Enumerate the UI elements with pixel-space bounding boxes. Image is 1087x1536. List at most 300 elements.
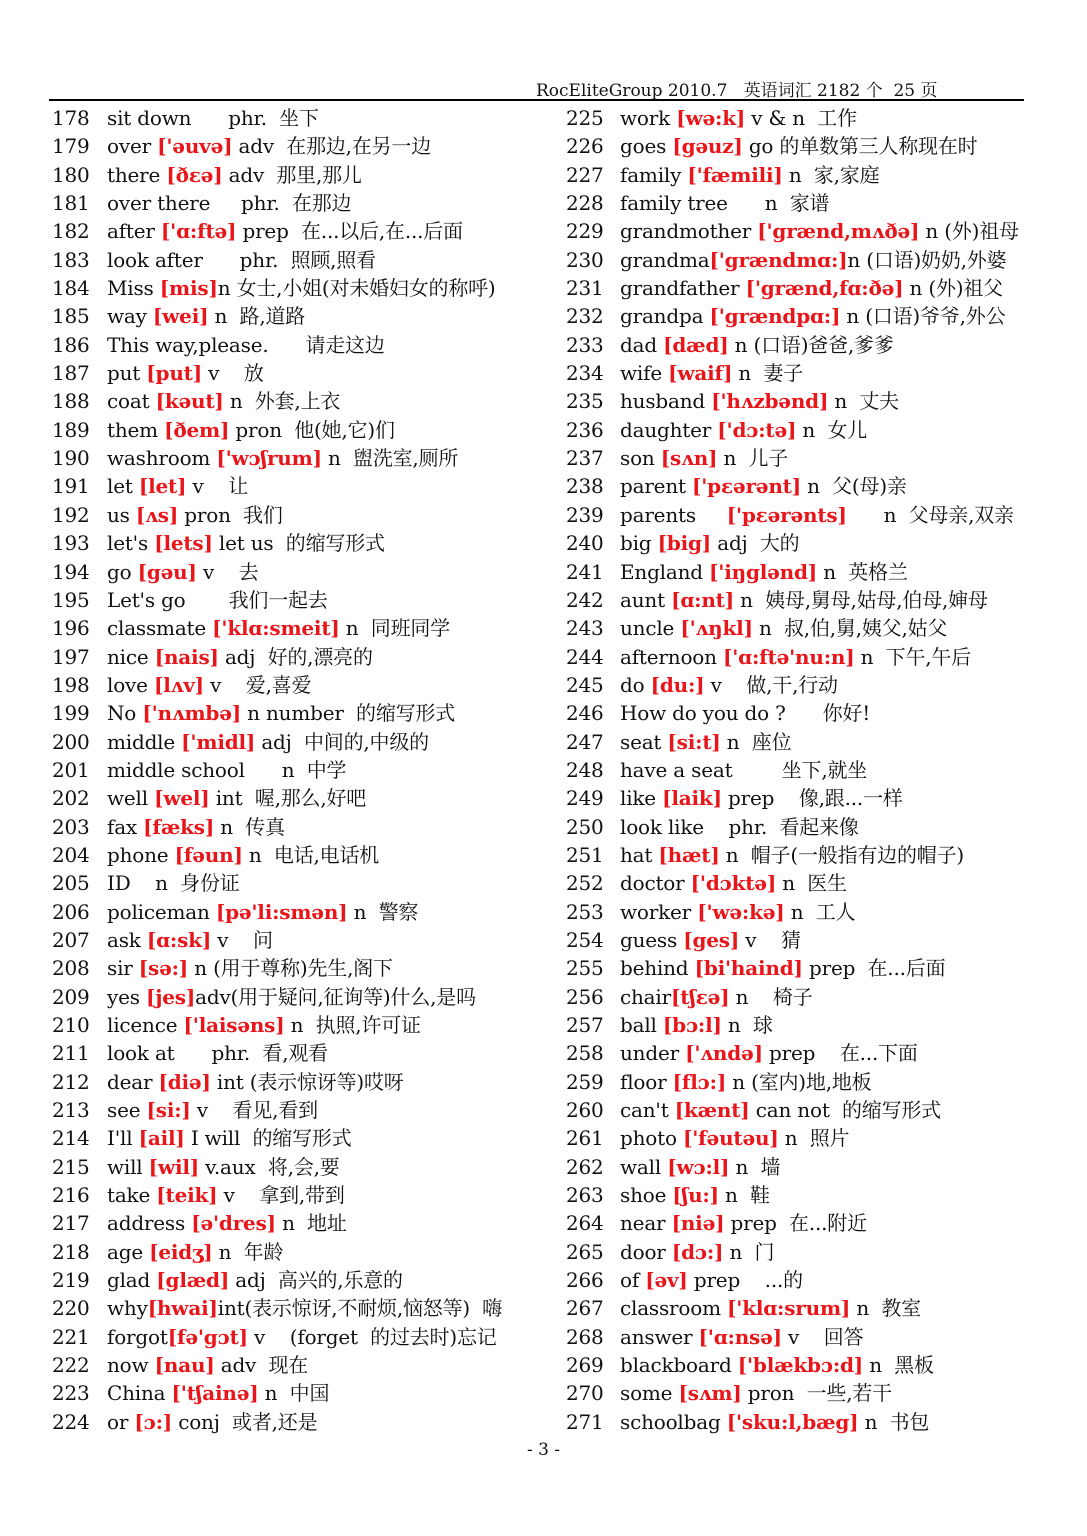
vocab-entry bbox=[566, 1408, 1026, 1436]
entry-number: 212 bbox=[52, 1069, 90, 1094]
entry-body bbox=[620, 586, 988, 614]
entry-body bbox=[620, 444, 788, 472]
entry-number: 261 bbox=[566, 1126, 604, 1151]
vocab-column-right bbox=[566, 104, 1026, 1436]
entry-body bbox=[620, 898, 855, 926]
entry-phonetic: [big] bbox=[657, 531, 712, 556]
entry-number: 181 bbox=[52, 191, 90, 216]
entry-word: daughter bbox=[620, 417, 718, 442]
entry-definition: n 执照,许可证 bbox=[284, 1013, 421, 1037]
entry-word: blackboard bbox=[620, 1353, 738, 1378]
entry-number: 196 bbox=[52, 616, 90, 641]
vocab-entry bbox=[566, 104, 1026, 132]
entry-number: 185 bbox=[52, 304, 90, 329]
entry-word: How do you do ? bbox=[620, 701, 786, 726]
vocab-entry bbox=[52, 898, 522, 926]
vocab-entry bbox=[566, 274, 1026, 302]
vocab-entry bbox=[566, 586, 1026, 614]
entry-body bbox=[107, 1181, 345, 1209]
entry-body bbox=[620, 161, 879, 189]
entry-definition: adv 在那边,在另一边 bbox=[232, 134, 432, 159]
entry-definition: 请走这边 bbox=[268, 332, 385, 357]
entry-definition: phr. 在那边 bbox=[210, 191, 352, 216]
entry-definition: n 身份证 bbox=[130, 871, 240, 896]
entry-definition: n 黑板 bbox=[863, 1353, 934, 1378]
vocab-entry bbox=[566, 359, 1026, 387]
entry-phonetic: [lets] bbox=[154, 531, 213, 556]
entry-body bbox=[107, 1238, 283, 1266]
entry-body bbox=[107, 841, 379, 869]
vocab-column-left bbox=[52, 104, 522, 1436]
vocab-entry bbox=[566, 954, 1026, 982]
entry-body bbox=[107, 898, 418, 926]
entry-number: 248 bbox=[566, 757, 604, 782]
entry-phonetic: ['laisəns] bbox=[183, 1013, 285, 1037]
entry-number: 193 bbox=[52, 531, 90, 556]
entry-body bbox=[620, 274, 1003, 302]
entry-phonetic: [hwai] bbox=[147, 1296, 218, 1321]
entry-body bbox=[620, 1096, 941, 1124]
entry-number: 227 bbox=[566, 162, 604, 187]
entry-phonetic: [dæd] bbox=[663, 332, 729, 357]
entry-number: 205 bbox=[52, 871, 90, 896]
entry-number: 200 bbox=[52, 729, 90, 754]
entry-phonetic: [gəuz] bbox=[672, 134, 743, 159]
vocab-entry bbox=[566, 784, 1026, 812]
entry-phonetic: ['wə:kə] bbox=[697, 899, 785, 924]
entry-word: look after bbox=[107, 247, 203, 272]
vocab-entry bbox=[52, 1011, 522, 1039]
entry-number: 251 bbox=[566, 842, 604, 867]
entry-definition: prep 在...后面 bbox=[802, 956, 946, 981]
entry-word: licence bbox=[107, 1013, 184, 1037]
entry-number: 203 bbox=[52, 814, 90, 839]
vocab-entry bbox=[566, 1181, 1026, 1209]
vocab-entry bbox=[52, 1408, 522, 1436]
entry-definition: v 放 bbox=[201, 361, 264, 386]
entry-word: Miss bbox=[107, 276, 160, 301]
entry-number: 197 bbox=[52, 644, 90, 669]
entry-word: nice bbox=[107, 644, 155, 669]
entry-number: 239 bbox=[566, 502, 604, 527]
entry-definition: n 家,家庭 bbox=[782, 162, 880, 187]
entry-word: parents bbox=[620, 502, 727, 527]
entry-word: husband bbox=[620, 389, 712, 414]
entry-body bbox=[620, 954, 945, 982]
entry-definition: v 拿到,带到 bbox=[217, 1183, 345, 1208]
entry-phonetic: ['fəutəu] bbox=[682, 1126, 779, 1151]
entry-phonetic: [wɔ:l] bbox=[667, 1154, 730, 1179]
entry-number: 253 bbox=[566, 899, 604, 924]
entry-word: us bbox=[107, 502, 136, 527]
entry-definition: v 爱,喜爱 bbox=[203, 672, 312, 697]
entry-definition: int 喔,那么,好吧 bbox=[209, 786, 367, 811]
entry-body bbox=[107, 643, 373, 671]
entry-word: behind bbox=[620, 956, 695, 981]
vocab-entry bbox=[52, 841, 522, 869]
entry-phonetic: ['klɑ:smeit] bbox=[212, 616, 340, 641]
vocab-entry bbox=[566, 614, 1026, 642]
vocab-entry bbox=[566, 1266, 1026, 1294]
entry-body bbox=[620, 869, 847, 897]
entry-number: 202 bbox=[52, 786, 90, 811]
entry-definition: let us 的缩写形式 bbox=[212, 531, 385, 556]
entry-body bbox=[620, 983, 813, 1011]
entry-definition: n (外)祖父 bbox=[903, 276, 1003, 301]
vocab-entry bbox=[566, 472, 1026, 500]
entry-phonetic: [ðɛə] bbox=[166, 162, 223, 187]
entry-number: 270 bbox=[566, 1381, 604, 1406]
entry-definition: adj 中间的,中级的 bbox=[255, 729, 429, 754]
entry-number: 252 bbox=[566, 871, 604, 896]
entry-number: 226 bbox=[566, 134, 604, 159]
entry-word: seat bbox=[620, 729, 668, 754]
entry-phonetic: [wel] bbox=[154, 786, 210, 811]
entry-phonetic: [wil] bbox=[148, 1154, 200, 1179]
entry-definition: n number 的缩写形式 bbox=[241, 701, 456, 726]
vocab-entry bbox=[566, 1153, 1026, 1181]
vocab-entry bbox=[52, 954, 522, 982]
entry-body bbox=[107, 161, 362, 189]
entry-number: 241 bbox=[566, 559, 604, 584]
entry-definition: v 去 bbox=[196, 559, 259, 584]
entry-number: 265 bbox=[566, 1239, 604, 1264]
entry-number: 225 bbox=[566, 106, 604, 130]
entry-number: 183 bbox=[52, 247, 90, 272]
entry-definition: n 座位 bbox=[720, 729, 792, 754]
entry-number: 211 bbox=[52, 1041, 90, 1066]
entry-definition: n 墙 bbox=[729, 1154, 781, 1179]
entry-word: will bbox=[107, 1154, 149, 1179]
entry-definition: n (用于尊称)先生,阁下 bbox=[188, 956, 393, 981]
entry-phonetic: [si:] bbox=[146, 1098, 191, 1123]
entry-phonetic: ['tʃainə] bbox=[171, 1381, 259, 1406]
entry-word: photo bbox=[620, 1126, 683, 1151]
vocab-entry bbox=[566, 444, 1026, 472]
entry-phonetic: [mis] bbox=[159, 276, 218, 301]
entry-definition: n 传真 bbox=[214, 814, 285, 839]
entry-definition: prep 在...附近 bbox=[724, 1211, 867, 1236]
entry-number: 187 bbox=[52, 361, 90, 386]
entry-body bbox=[620, 841, 964, 869]
entry-phonetic: ['nʌmbə] bbox=[142, 701, 241, 726]
entry-number: 184 bbox=[52, 276, 90, 301]
entry-number: 190 bbox=[52, 446, 90, 471]
vocab-entry bbox=[566, 1209, 1026, 1237]
entry-phonetic: [kəut] bbox=[155, 389, 224, 414]
vocab-entry bbox=[52, 869, 522, 897]
entry-number: 249 bbox=[566, 786, 604, 811]
entry-word: look like bbox=[620, 814, 704, 839]
entry-body bbox=[107, 501, 283, 529]
entry-word: age bbox=[107, 1239, 150, 1264]
entry-word: China bbox=[107, 1381, 172, 1406]
entry-body bbox=[620, 416, 867, 444]
entry-body bbox=[620, 1294, 921, 1322]
entry-body bbox=[107, 1039, 328, 1067]
vocab-entry bbox=[52, 501, 522, 529]
entry-definition: n 路,道路 bbox=[208, 304, 306, 329]
entry-phonetic: ['fæmili] bbox=[687, 162, 783, 187]
vocab-entry bbox=[566, 387, 1026, 415]
entry-number: 178 bbox=[52, 106, 90, 130]
entry-number: 234 bbox=[566, 361, 604, 386]
entry-definition: 你好! bbox=[785, 701, 871, 726]
entry-number: 232 bbox=[566, 304, 604, 329]
entry-word: like bbox=[620, 786, 663, 811]
entry-definition: v 做,干,行动 bbox=[704, 672, 838, 697]
entry-phonetic: [du:] bbox=[650, 672, 705, 697]
vocab-entry bbox=[52, 1068, 522, 1096]
entry-phonetic: [ʌs] bbox=[135, 502, 179, 527]
entry-phonetic: [si:t] bbox=[667, 729, 721, 754]
entry-number: 271 bbox=[566, 1409, 604, 1434]
entry-phonetic: [bɔ:l] bbox=[662, 1013, 722, 1037]
entry-number: 199 bbox=[52, 701, 90, 726]
entry-definition: n 帽子(一般指有边的帽子) bbox=[719, 842, 964, 867]
entry-number: 231 bbox=[566, 276, 604, 301]
entry-word: dad bbox=[620, 332, 664, 357]
entry-body bbox=[107, 1011, 421, 1039]
entry-definition: n 工人 bbox=[784, 899, 856, 924]
entry-phonetic: [wə:k] bbox=[676, 106, 746, 130]
entry-definition: I will 的缩写形式 bbox=[184, 1126, 352, 1151]
entry-number: 192 bbox=[52, 502, 90, 527]
entry-number: 207 bbox=[52, 927, 90, 952]
entry-number: 259 bbox=[566, 1069, 604, 1094]
entry-word: now bbox=[107, 1353, 155, 1378]
entry-word: sit down bbox=[107, 106, 192, 130]
entry-phonetic: [ə'dres] bbox=[191, 1211, 276, 1236]
entry-body bbox=[107, 869, 240, 897]
entry-number: 216 bbox=[52, 1183, 90, 1208]
entry-definition: n 丈夫 bbox=[828, 389, 899, 414]
entry-phonetic: ['klɑ:srum] bbox=[727, 1296, 851, 1321]
entry-body bbox=[107, 331, 385, 359]
entry-body bbox=[620, 558, 908, 586]
entry-body bbox=[107, 1209, 347, 1237]
entry-definition: n (口语)爷爷,外公 bbox=[840, 304, 1006, 329]
entry-definition: prep 在...以后,在...后面 bbox=[236, 219, 463, 244]
entry-body bbox=[107, 1124, 352, 1152]
entry-body bbox=[620, 189, 829, 217]
entry-body bbox=[107, 1068, 404, 1096]
entry-definition: n 同班同学 bbox=[339, 616, 450, 641]
entry-phonetic: [lʌv] bbox=[153, 672, 204, 697]
entry-number: 179 bbox=[52, 134, 90, 159]
entry-definition: v 回答 bbox=[781, 1324, 864, 1349]
entry-word: washroom bbox=[107, 446, 217, 471]
entry-word: This way,please. bbox=[107, 332, 269, 357]
entry-number: 194 bbox=[52, 559, 90, 584]
vocab-entry bbox=[566, 529, 1026, 557]
vocab-entry bbox=[52, 643, 522, 671]
entry-phonetic: [ges] bbox=[683, 927, 740, 952]
entry-word: aunt bbox=[620, 587, 672, 612]
entry-body bbox=[620, 1408, 929, 1436]
entry-word: shoe bbox=[620, 1183, 673, 1208]
entry-definition: n 门 bbox=[723, 1239, 775, 1264]
entry-number: 240 bbox=[566, 531, 604, 556]
entry-word: floor bbox=[620, 1069, 673, 1094]
vocab-entry bbox=[566, 898, 1026, 926]
entry-number: 219 bbox=[52, 1268, 90, 1293]
entry-phonetic: ['hʌzbənd] bbox=[711, 389, 829, 414]
entry-number: 257 bbox=[566, 1013, 604, 1037]
entry-body bbox=[620, 1238, 774, 1266]
entry-phonetic: [laik] bbox=[662, 786, 722, 811]
vocab-entry bbox=[52, 1181, 522, 1209]
vocab-entry bbox=[566, 1323, 1026, 1351]
entry-definition: v.aux 将,会,要 bbox=[199, 1154, 340, 1179]
vocab-entry bbox=[52, 558, 522, 586]
entry-number: 209 bbox=[52, 984, 90, 1009]
entry-phonetic: [waif] bbox=[668, 361, 733, 386]
entry-number: 267 bbox=[566, 1296, 604, 1321]
vocab-entry bbox=[52, 189, 522, 217]
entry-definition: n 盥洗室,厕所 bbox=[321, 446, 459, 471]
entry-word: son bbox=[620, 446, 661, 471]
entry-definition: v 猜 bbox=[739, 927, 801, 952]
vocab-entry bbox=[566, 302, 1026, 330]
entry-phonetic: ['grænd,mʌðə] bbox=[757, 219, 920, 244]
entry-body bbox=[620, 699, 870, 727]
entry-body bbox=[620, 331, 894, 359]
entry-word: can't bbox=[620, 1098, 675, 1123]
entry-phonetic: ['grændpɑ:] bbox=[709, 304, 841, 329]
entry-body bbox=[620, 217, 1019, 245]
entry-definition: adj 高兴的,乐意的 bbox=[229, 1268, 403, 1293]
entry-number: 262 bbox=[566, 1154, 604, 1179]
entry-word: yes bbox=[107, 984, 146, 1009]
vocab-entry bbox=[52, 784, 522, 812]
entry-body bbox=[620, 1209, 867, 1237]
entry-phonetic: [ɑ:nt] bbox=[671, 587, 734, 612]
entry-definition: n (口语)爸爸,爹爹 bbox=[728, 332, 894, 357]
vocab-entry bbox=[52, 1153, 522, 1181]
entry-word: fax bbox=[107, 814, 144, 839]
vocab-entry bbox=[566, 926, 1026, 954]
vocab-entry bbox=[52, 529, 522, 557]
entry-phonetic: [sə:] bbox=[138, 956, 189, 981]
vocab-entry bbox=[52, 671, 522, 699]
entry-definition: int(表示惊讶,不耐烦,恼怒等) 嗨 bbox=[217, 1296, 503, 1321]
entry-body bbox=[107, 954, 393, 982]
entry-number: 244 bbox=[566, 644, 604, 669]
entry-number: 198 bbox=[52, 672, 90, 697]
entry-body bbox=[107, 529, 385, 557]
vocab-entry bbox=[52, 387, 522, 415]
entry-word: goes bbox=[620, 134, 673, 159]
entry-word: big bbox=[620, 531, 658, 556]
entry-word: door bbox=[620, 1239, 672, 1264]
entry-definition: n 下午,午后 bbox=[854, 644, 971, 669]
entry-phonetic: ['dɔktə] bbox=[690, 871, 777, 896]
entry-definition: pron 我们 bbox=[178, 502, 283, 527]
vocab-entry bbox=[52, 983, 522, 1011]
entry-number: 188 bbox=[52, 389, 90, 414]
entry-word: look at bbox=[107, 1041, 175, 1066]
entry-phonetic: [diə] bbox=[158, 1069, 211, 1094]
entry-word: over bbox=[107, 134, 158, 159]
entry-body bbox=[620, 614, 947, 642]
vocab-entry bbox=[566, 1011, 1026, 1039]
vocab-entry bbox=[566, 217, 1026, 245]
vocab-entry bbox=[566, 1238, 1026, 1266]
vocab-entry bbox=[566, 1351, 1026, 1379]
entry-body bbox=[107, 132, 431, 160]
vocab-entry bbox=[52, 444, 522, 472]
entry-number: 217 bbox=[52, 1211, 90, 1236]
entry-word: love bbox=[107, 672, 154, 697]
entry-definition: n 中学 bbox=[244, 757, 347, 782]
entry-number: 243 bbox=[566, 616, 604, 641]
entry-body bbox=[107, 784, 366, 812]
entry-number: 195 bbox=[52, 587, 90, 612]
vocab-entry bbox=[566, 983, 1026, 1011]
entry-body bbox=[620, 1266, 803, 1294]
vocab-entry bbox=[566, 1039, 1026, 1067]
entry-phonetic: [fæks] bbox=[143, 814, 215, 839]
entry-number: 222 bbox=[52, 1353, 90, 1378]
vocab-entry bbox=[52, 359, 522, 387]
entry-phonetic: [tʃɛə] bbox=[670, 984, 730, 1009]
entry-body bbox=[107, 359, 264, 387]
vocab-entry bbox=[566, 869, 1026, 897]
entry-definition: n 照片 bbox=[778, 1126, 850, 1151]
entry-number: 269 bbox=[566, 1353, 604, 1378]
entry-definition: pron 一些,若干 bbox=[741, 1381, 892, 1406]
entry-body bbox=[620, 671, 838, 699]
entry-word: classroom bbox=[620, 1296, 728, 1321]
entry-body bbox=[107, 1408, 317, 1436]
entry-body bbox=[107, 302, 305, 330]
vocab-entry bbox=[52, 756, 522, 784]
entry-word: address bbox=[107, 1211, 192, 1236]
entry-body bbox=[620, 359, 803, 387]
entry-word: do bbox=[620, 672, 651, 697]
entry-number: 263 bbox=[566, 1183, 604, 1208]
entry-phonetic: [ail] bbox=[138, 1126, 185, 1151]
entry-number: 210 bbox=[52, 1013, 90, 1037]
entry-number: 230 bbox=[566, 247, 604, 272]
entry-word: classmate bbox=[107, 616, 213, 641]
vocab-entry bbox=[52, 1323, 522, 1351]
entry-word: why bbox=[107, 1296, 148, 1321]
vocab-entry bbox=[52, 302, 522, 330]
entry-word: grandma bbox=[620, 247, 710, 272]
entry-body bbox=[620, 926, 801, 954]
vocab-entry bbox=[566, 643, 1026, 671]
entry-phonetic: [eidʒ] bbox=[149, 1239, 213, 1264]
entry-word: ID bbox=[107, 871, 131, 896]
vocab-entry bbox=[566, 416, 1026, 444]
vocab-entry bbox=[52, 1351, 522, 1379]
entry-body bbox=[620, 1068, 871, 1096]
entry-phonetic: [sʌn] bbox=[660, 446, 718, 471]
vocab-entry bbox=[52, 1238, 522, 1266]
entry-definition: v (forget 的过去时)忘记 bbox=[247, 1324, 497, 1349]
entry-definition: n 中国 bbox=[258, 1381, 330, 1406]
entry-phonetic: [pə'li:smən] bbox=[215, 899, 348, 924]
entry-body bbox=[620, 1124, 849, 1152]
entry-phonetic: ['iŋglənd] bbox=[709, 559, 818, 584]
entry-word: under bbox=[620, 1041, 686, 1066]
vocab-entry bbox=[566, 728, 1026, 756]
entry-definition: pron 他(她,它)们 bbox=[229, 417, 395, 442]
entry-definition: v 让 bbox=[186, 474, 249, 499]
entry-number: 206 bbox=[52, 899, 90, 924]
